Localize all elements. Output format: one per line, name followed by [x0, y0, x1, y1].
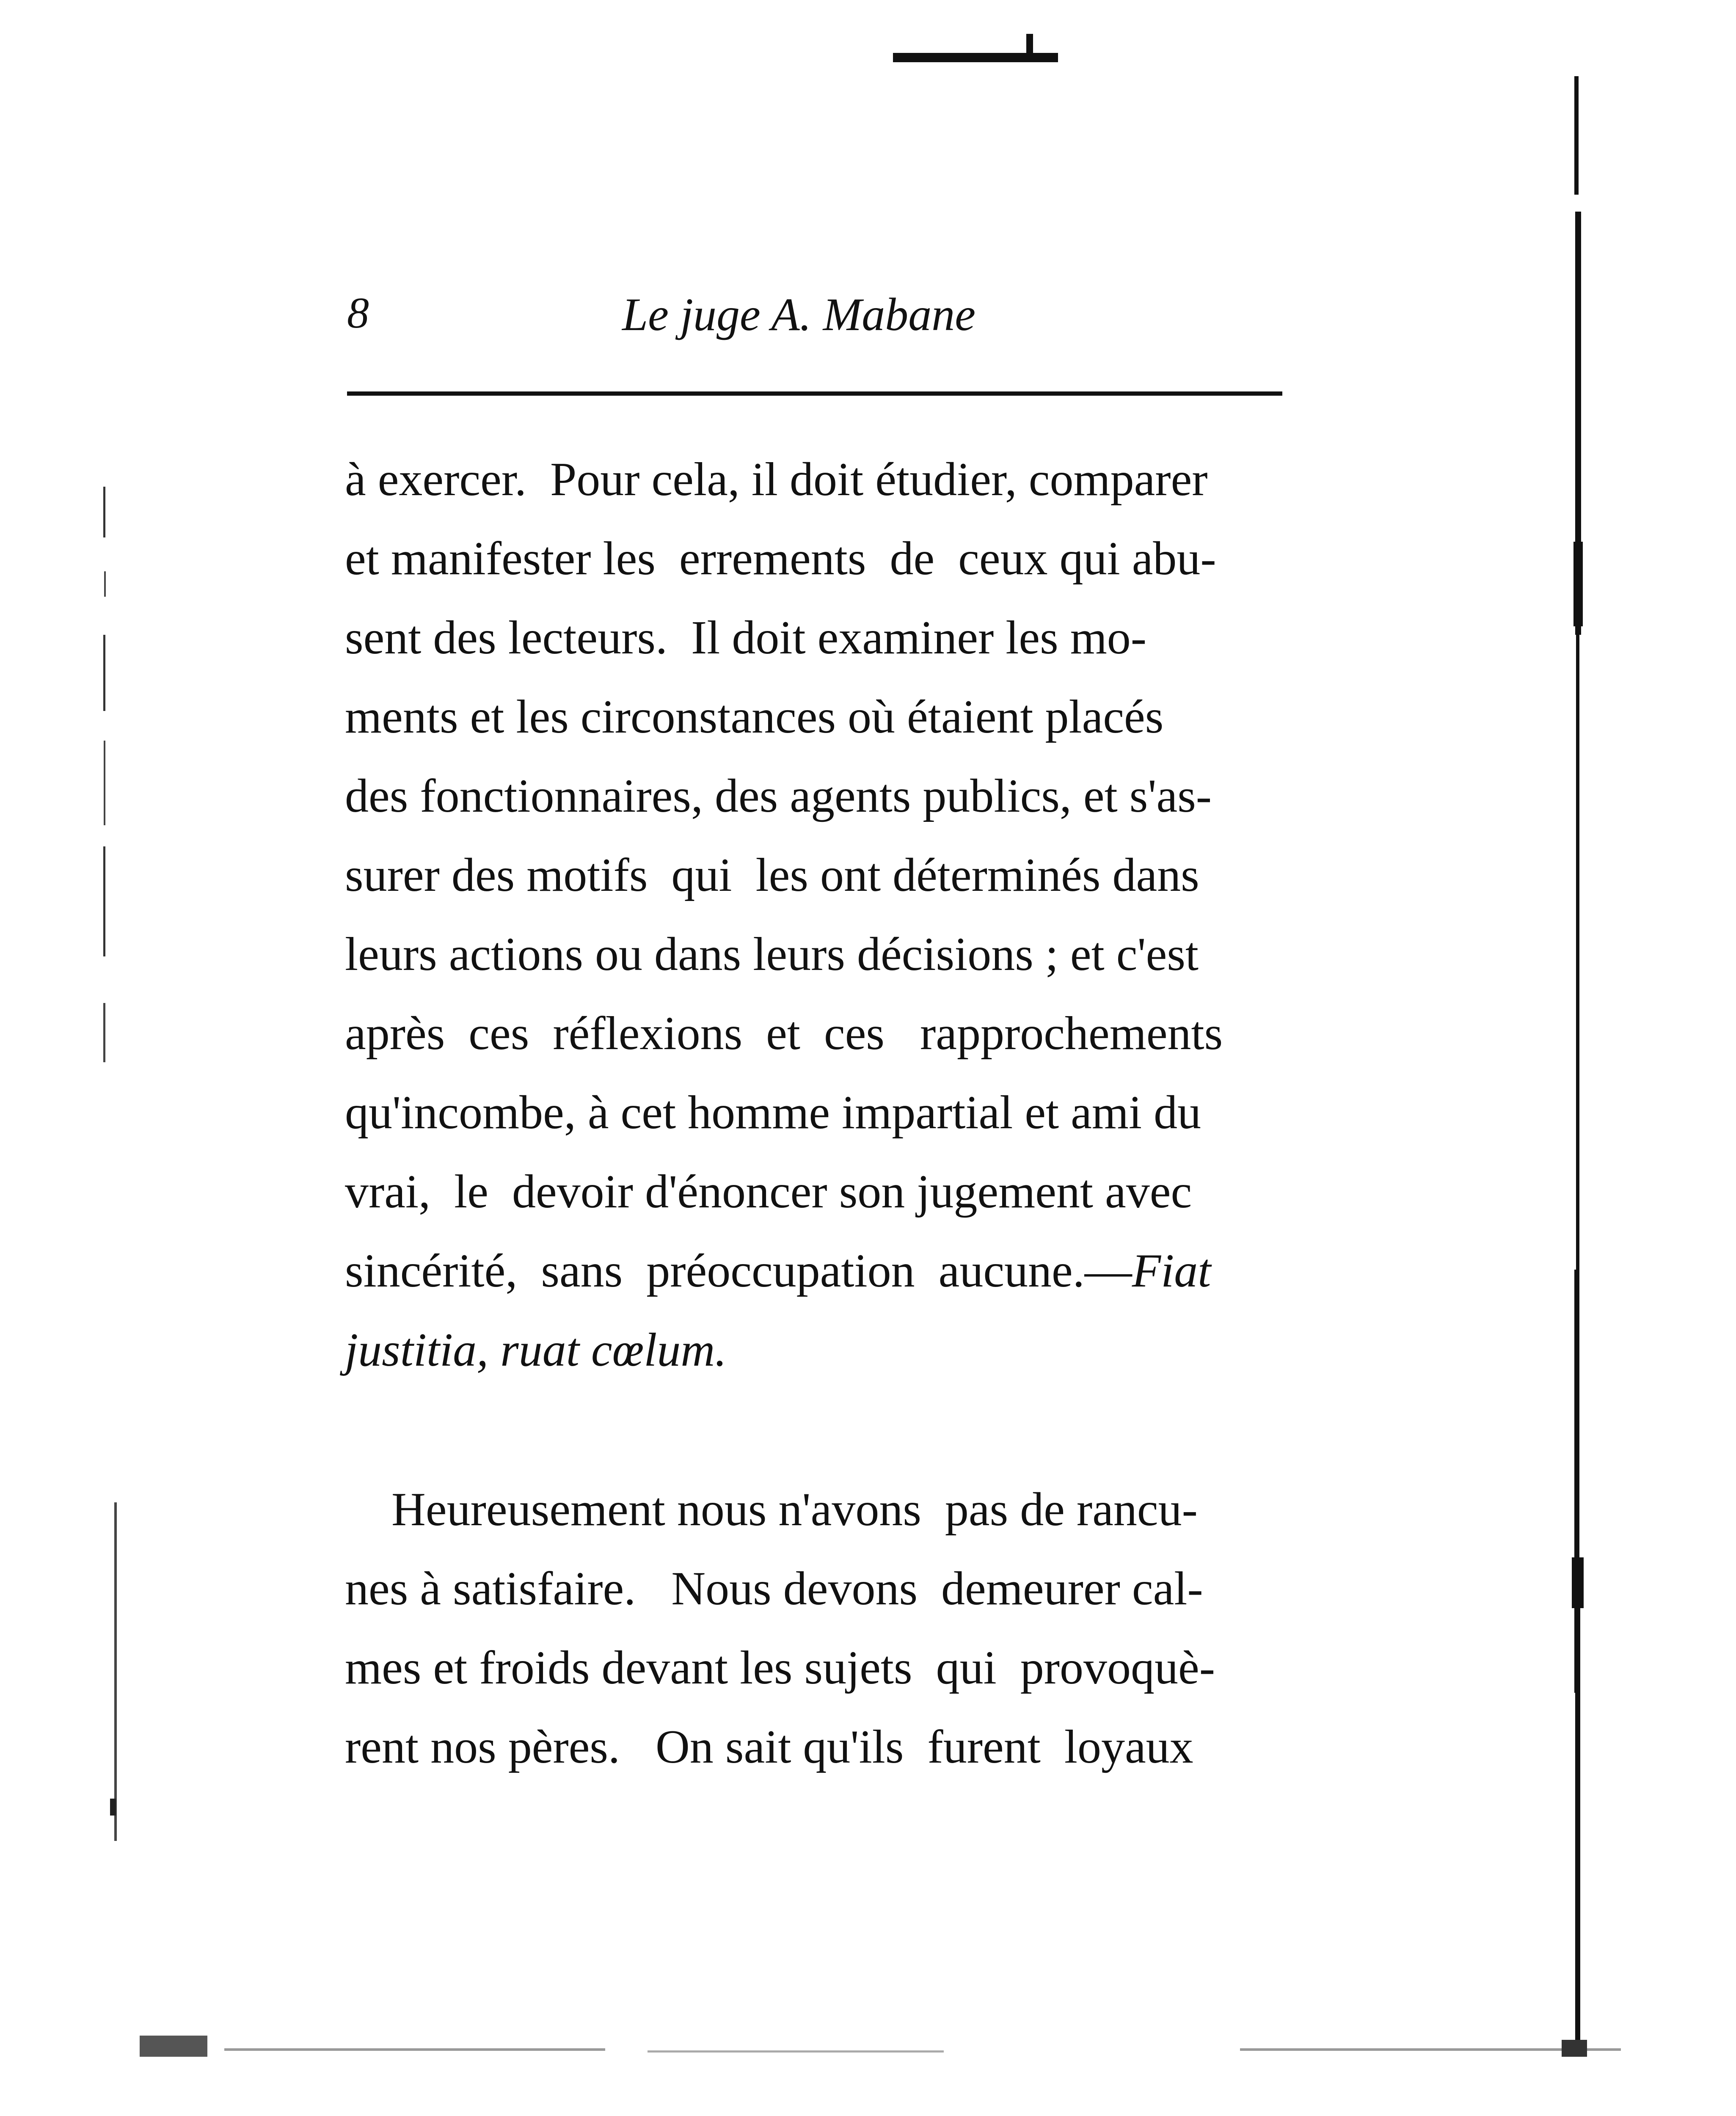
text-line: leurs actions ou dans leurs décisions ; et c'est — [345, 928, 1199, 981]
running-title: Le juge A. Mabane — [622, 289, 976, 340]
body-text — [345, 440, 1289, 1787]
paragraph-gap — [345, 1390, 1289, 1470]
bottom-margin-speckles — [140, 2019, 1722, 2078]
text-line: ments et les circonstances où étaient placés — [345, 691, 1164, 743]
text-line: et manifester les errements de ceux qui abu- — [345, 532, 1216, 585]
text-line: qu'incombe, à cet homme impartial et ami du — [345, 1086, 1201, 1139]
text-line: sent des lecteurs. Il doit examiner les mo- — [345, 612, 1147, 664]
text-line: nes à satisfaire. Nous devons demeurer cal- — [345, 1562, 1203, 1615]
text-segment: sincérité, sans préoccupation aucune.— — [345, 1245, 1132, 1297]
top-edge-stem — [1026, 34, 1033, 57]
text-line: surer des motifs qui les ont déterminés dans — [345, 849, 1199, 901]
text-line: Heureusement nous n'avons pas de rancu- — [391, 1483, 1198, 1536]
text-line: à exercer. Pour cela, il doit étudier, comparer — [345, 453, 1208, 506]
text-line: après ces réflexions et ces rapprochements — [345, 1007, 1223, 1060]
binding-edge-line — [1570, 76, 1584, 2057]
text-line — [345, 1232, 1289, 1311]
top-edge-bar — [897, 53, 1058, 62]
text-line: vrai, le devoir d'énoncer son jugement avec — [345, 1165, 1192, 1218]
running-header — [347, 279, 1282, 355]
text-line: des fonctionnaires, des agents publics, et s'as- — [345, 770, 1212, 822]
page-number: 8 — [347, 289, 369, 337]
paragraph-1 — [345, 440, 1289, 1390]
latin-phrase-start: Fiat — [1132, 1245, 1211, 1297]
header-rule — [347, 391, 1282, 396]
text-line: mes et froids devant les sujets qui provoquè- — [345, 1642, 1215, 1694]
text-line: rent nos pères. On sait qu'ils furent loyaux — [345, 1721, 1193, 1773]
paragraph-2 — [345, 1470, 1289, 1787]
left-margin-speckles — [97, 487, 123, 2095]
latin-phrase: justitia, ruat cœlum. — [345, 1324, 727, 1376]
